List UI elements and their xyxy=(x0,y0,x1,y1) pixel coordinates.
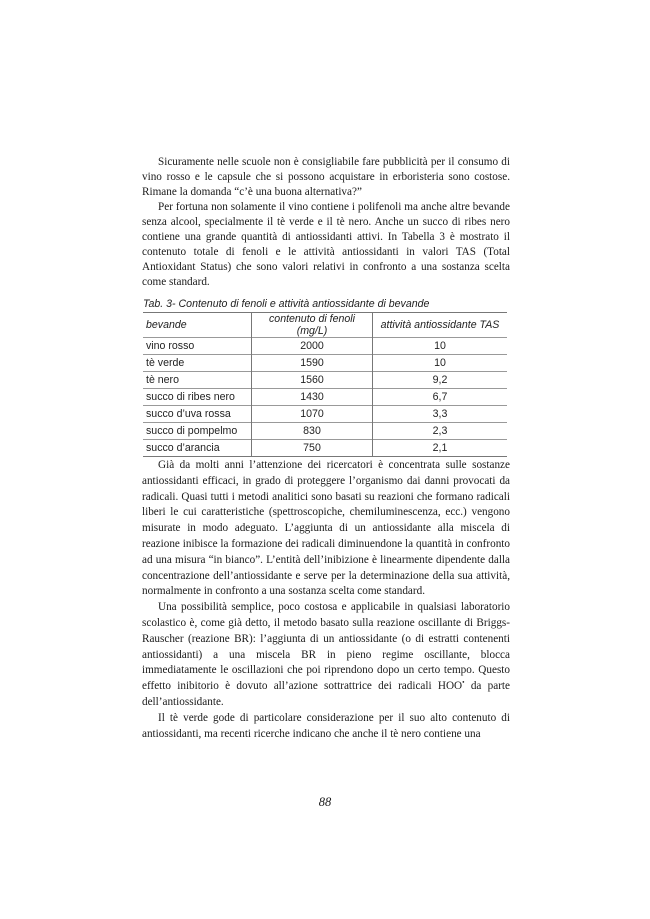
beverage-cell: succo d’arancia xyxy=(143,440,252,457)
column-header: contenuto di fenoli (mg/L) xyxy=(252,313,373,338)
tas-cell: 9,2 xyxy=(373,372,508,389)
tas-cell: 10 xyxy=(373,338,508,355)
table-row xyxy=(143,389,507,406)
beverage-cell: succo d’uva rossa xyxy=(143,406,252,423)
beverage-table xyxy=(143,312,507,457)
table-row xyxy=(143,440,507,457)
phenol-content-cell: 830 xyxy=(252,423,373,440)
tas-cell: 6,7 xyxy=(373,389,508,406)
tas-cell: 10 xyxy=(373,355,508,372)
text-block-bottom xyxy=(142,458,510,742)
paragraph-text: da parte dell’antiossidante. xyxy=(142,680,510,708)
beverage-cell: tè nero xyxy=(143,372,252,389)
beverage-cell: succo di ribes nero xyxy=(143,389,252,406)
page-number: 88 xyxy=(318,795,332,809)
phenol-content-cell: 1590 xyxy=(252,355,373,372)
paragraph xyxy=(142,600,510,711)
beverage-cell: tè verde xyxy=(143,355,252,372)
paragraph: Per fortuna non solamente il vino contiene i polifenoli ma anche altre bevande senza alcool, specialmente il tè verde e il tè nero. Anche un succo di ribes nero contiene una grande quantità di antiossidanti attivi. In Tabella 3 è mostrato il contenuto totale di fenoli e le attività antiossidanti in valori TAS (Total Antioxidant Status) che sono valori relativi in confronto a una sostanza scelta come standard. xyxy=(142,201,510,288)
text-block-top xyxy=(142,155,510,290)
column-header: attività antiossidante TAS xyxy=(373,313,508,338)
table-row xyxy=(143,423,507,440)
tas-cell: 3,3 xyxy=(373,406,508,423)
beverage-cell: succo di pompelmo xyxy=(143,423,252,440)
beverage-table-section xyxy=(143,297,507,457)
tas-cell: 2,1 xyxy=(373,440,508,457)
table-body xyxy=(143,338,507,457)
paragraph: Sicuramente nelle scuole non è consigliabile fare pubblicità per il consumo di vino rosso e le capsule che si possono acquistare in erboristeria sono costose. Rimane la domanda “c’è una buona alternativa?” xyxy=(142,156,510,198)
paragraph: Già da molti anni l’attenzione dei ricercatori è concentrata sulle sostanze antiossidanti efficaci, in grado di proteggere l’organismo dai danni provocati da radicali. Quasi tutti i metodi analitici sono basati su reazioni che formano radicali liberi le cui caratteristiche (spettroscopiche, chemiluminescenza, ecc.) vengono misurate in modo adeguato. L’aggiunta di un antiossidante alla miscela di reazione inibisce la formazione dei radicali diminuendone la quantità in confronto ad una misura “in bianco”. L’entità dell’inibizione è linearmente dipendente dalla concentrazione dell’antiossidante e serve per la determinazione della sua attività, normalmente in confronto a una sostanza scelta come standard. xyxy=(142,459,510,598)
phenol-content-cell: 750 xyxy=(252,440,373,457)
table-row xyxy=(143,406,507,423)
table-row xyxy=(143,355,507,372)
table-caption: Tab. 3- Contenuto di fenoli e attività antiossidante di bevande xyxy=(143,298,430,310)
paragraph: Il tè verde gode di particolare considerazione per il suo alto contenuto di antiossidanti, ma recenti ricerche indicano che anche il tè nero contiene una xyxy=(142,711,510,740)
table-row xyxy=(143,338,507,355)
table-row xyxy=(143,372,507,389)
phenol-content-cell: 1070 xyxy=(252,406,373,423)
beverage-cell: vino rosso xyxy=(143,338,252,355)
tas-cell: 2,3 xyxy=(373,423,508,440)
column-header: bevande xyxy=(143,313,252,338)
phenol-content-cell: 2000 xyxy=(252,338,373,355)
radical-dot-superscript: • xyxy=(462,678,465,687)
phenol-content-cell: 1430 xyxy=(252,389,373,406)
phenol-content-cell: 1560 xyxy=(252,372,373,389)
paragraph-text: Una possibilità semplice, poco costosa e applicabile in qualsiasi laboratorio scolastico è, come già detto, il metodo basato sulla reazione oscillante di Briggs-Rauscher (reazione BR): l’aggiunta di un antiossidante (o di estratti contenenti antiossidanti) a una miscela BR in pieno regime oscillante, blocca immediatamente le oscillazioni che poi riprendono dopo un certo tempo. Questo effetto inibitorio è dovuto all’azione sottrattrice dei radicali HOO xyxy=(142,601,510,693)
table-header-row xyxy=(143,313,507,338)
